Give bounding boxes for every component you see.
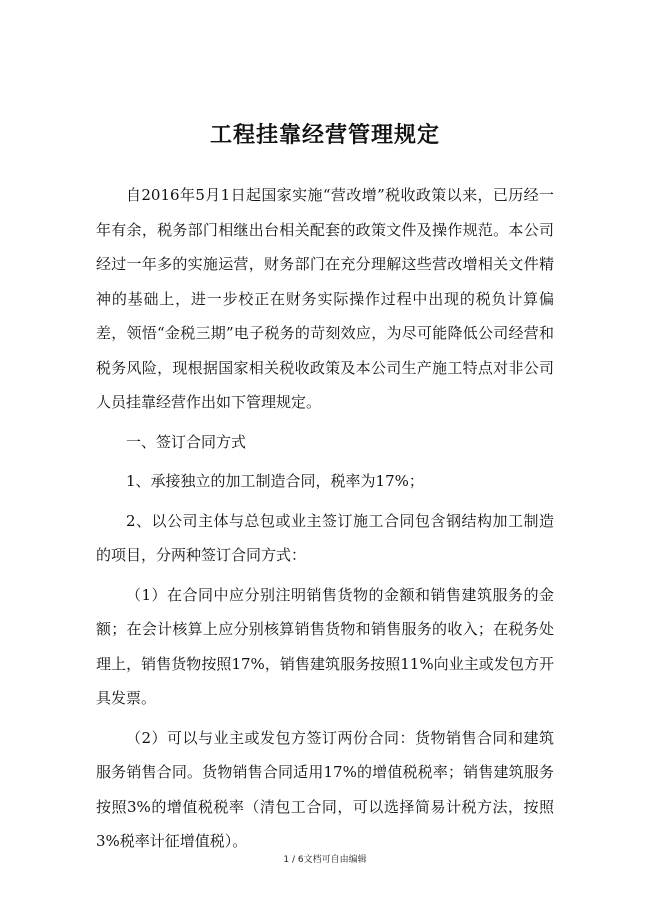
section-heading: 一、签订合同方式 [126,432,247,451]
clause-1-paragraph: 1、承接独立的加工制造合同，税率为17%； [126,472,424,490]
document-title: 工程挂靠经营管理规定 [209,122,440,148]
subclause-2-paragraph: （2）可以与业主或发包方签订两份合同：货物销售合同和建筑服务销售合同。货物销售合同适用17%的增值税税率；销售建筑服务按照3%的增值税税率（清包工合同，可以选择简易计税方法，按照3%税率计征增值税）。 [96,728,554,850]
intro-paragraph: 自2016年5月1日起国家实施“营改增”税收政策以来，已历经一年有余，税务部门相继出台相关配套的政策文件及操作规范。本公司经过一年多的实施运营，财务部门在充分理解这些营改增相关文件精神的基础上，进一步校正在财务实际操作过程中出现的税负计算偏差，领悟“金税三期”电子税务的苛刻效应，为尽可能降低公司经营和税务风险，现根据国家相关税收政策及本公司生产施工特点对非公司人员挂靠经营作出如下管理规定。 [96,186,554,411]
page-footer: 1 / 6文档可自由编辑 [283,855,367,865]
subclause-1-paragraph: （1）在合同中应分别注明销售货物的金额和销售建筑服务的金额；在会计核算上应分别核算销售货物和销售服务的收入；在税务处理上，销售货物按照17%，销售建筑服务按照11%向业主或发包方开具发票。 [96,585,554,707]
document-body [96,178,554,859]
clause-2-paragraph: 2、以公司主体与总包或业主签订施工合同包含钢结构加工制造的项目，分两种签订合同方式： [96,511,554,564]
